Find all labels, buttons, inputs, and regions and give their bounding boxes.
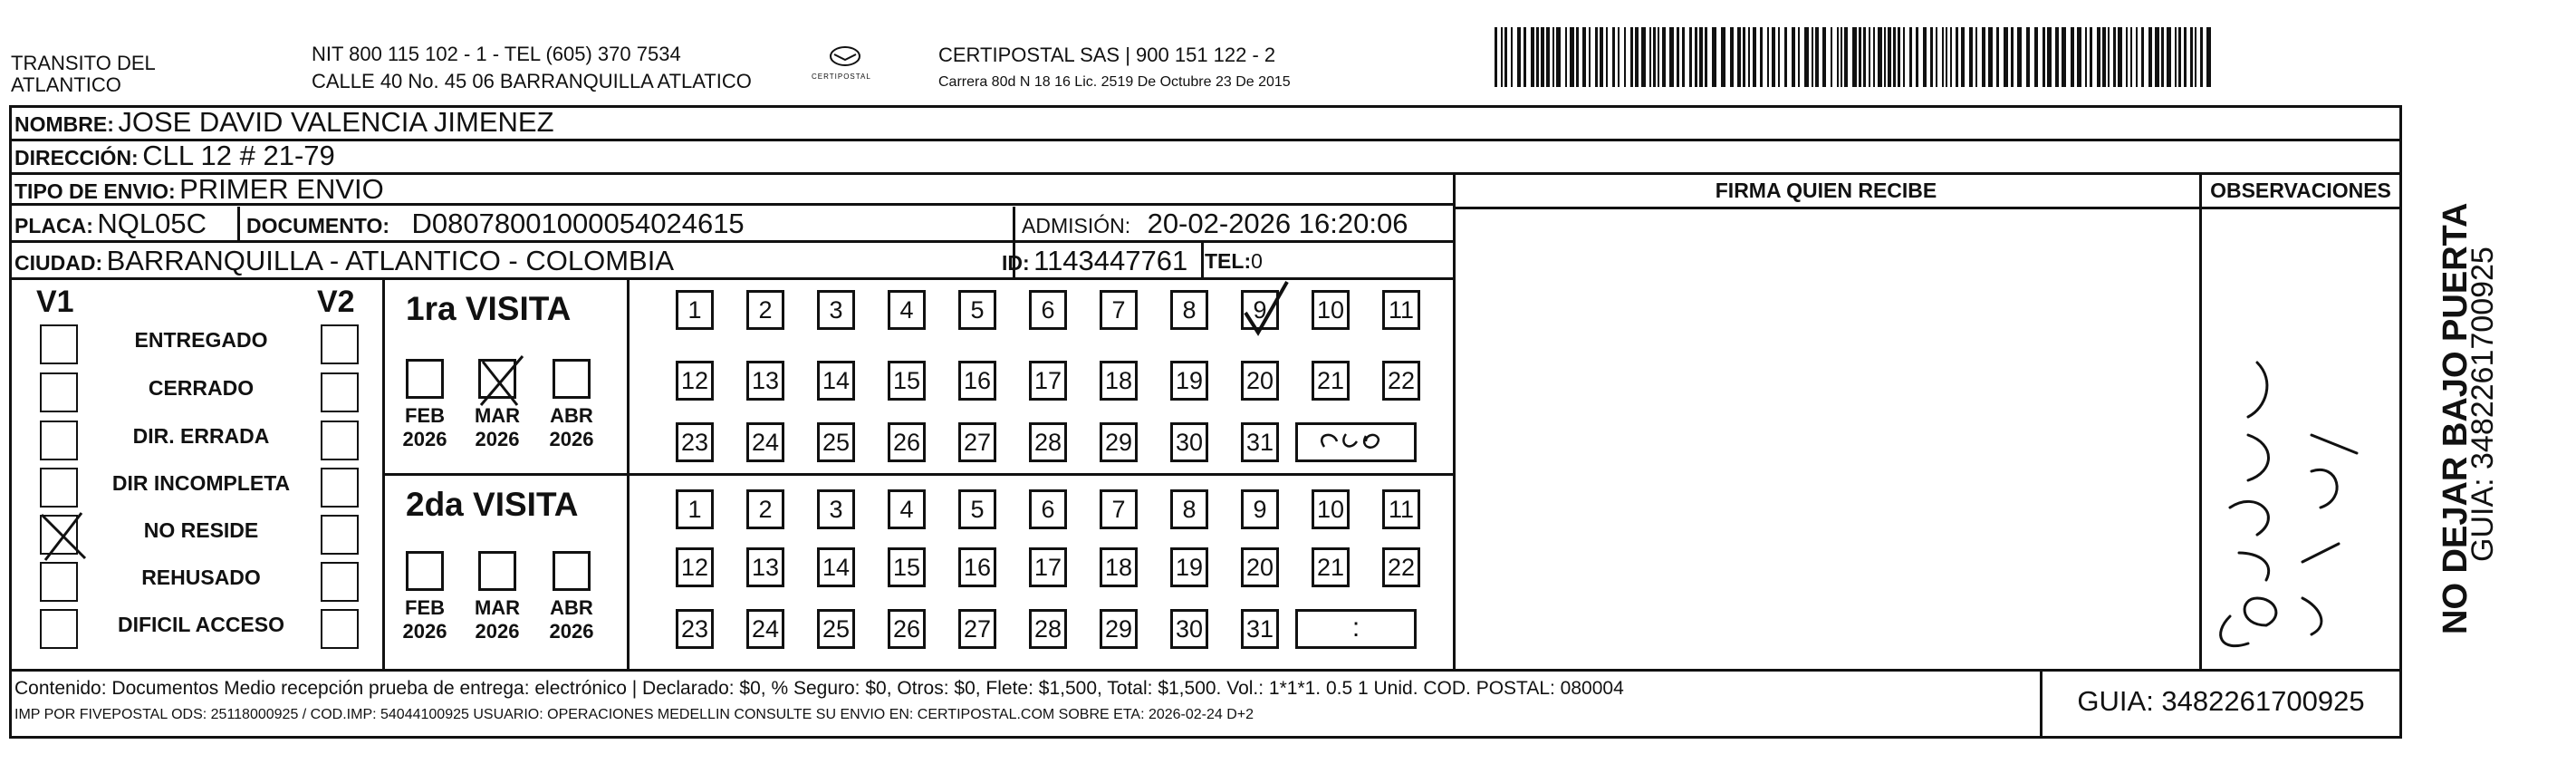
second-visit-label: 2da VISITA [406,486,579,523]
day-box[interactable]: 3 [817,489,855,529]
v1-checkbox[interactable] [40,562,78,602]
barcode-bar [1969,27,1973,87]
barcode-bar [1517,27,1521,87]
documento-value: D08078001000054024615 [411,208,745,239]
placa-field [14,208,207,245]
barcode-bar [1753,27,1756,87]
v2-checkbox[interactable] [321,324,359,364]
barcode-bar [1778,27,1780,87]
barcode-bar [2167,27,2171,87]
barcode-bar [1600,27,1603,87]
barcode-bar [2004,27,2008,87]
day-box[interactable]: 5 [958,290,996,330]
barcode-bar [1662,27,1666,87]
tipo-envio-label: TIPO DE ENVIO: [14,179,176,203]
barcode-bar [1504,27,1507,87]
barcode-bar [2108,27,2110,87]
month-checkbox-abr[interactable] [553,359,591,399]
barcode-bar [2175,27,2177,87]
barcode-bar [2184,27,2187,87]
day-box[interactable]: 20 [1241,547,1279,587]
barcode-bar [1589,27,1591,87]
month-label: ABR 2026 [549,596,594,643]
org-name [11,53,156,96]
org-name-line2: ATLANTICO [11,73,121,96]
day-box[interactable]: 30 [1170,422,1208,462]
barcode-bar [2200,27,2203,87]
barcode-bar [1873,27,1875,87]
placa-label: PLACA: [14,214,93,237]
certipostal-logo [804,42,886,96]
barcode-bar [1975,27,1977,87]
day-box[interactable]: 10 [1312,290,1350,330]
day-box[interactable]: 25 [817,609,855,649]
time-box[interactable]: : [1295,609,1417,649]
first-visit-label: 1ra VISITA [406,290,572,327]
status-option-label: DIFICIL ACCESO [117,613,284,636]
check-mark-icon [1240,276,1294,340]
company-line: CERTIPOSTAL SAS | 900 151 122 - 2 [938,44,1276,66]
admision-field [1022,208,1408,245]
month-label: MAR 2026 [474,596,521,643]
day-box[interactable]: 11 [1382,489,1420,529]
barcode-bar [1523,27,1526,87]
barcode-bar [1852,27,1857,87]
day-box[interactable]: 4 [888,489,926,529]
barcode-bar [1996,27,1999,87]
barcode-bar [1576,27,1579,87]
day-box[interactable]: 14 [817,361,855,401]
barcode-bar [1946,27,1947,87]
barcode-bar [1961,27,1965,87]
day-box[interactable]: 26 [888,422,926,462]
barcode-bar [1784,27,1787,87]
barcode-bar [1942,27,1944,87]
barcode-bar [1804,27,1809,87]
ciudad-field [14,246,674,282]
barcode-bar [1546,27,1550,87]
day-box[interactable]: 8 [1170,489,1208,529]
barcode-bar [1541,27,1544,87]
month-checkbox-abr[interactable] [553,551,591,591]
barcode-bar [2077,27,2081,87]
barcode-bar [2136,27,2138,87]
barcode-bar [1923,27,1927,87]
address-line: CALLE 40 No. 45 06 BARRANQUILLA ATLATICO [312,70,752,92]
no-dejar-bajo-puerta: NO DEJAR BAJO PUERTA [2437,202,2475,634]
day-box[interactable]: 9 [1241,489,1279,529]
barcode-bar [1612,27,1615,87]
barcode-bar [1695,27,1697,87]
barcode-bar [1699,27,1703,87]
day-box[interactable]: 24 [746,609,784,649]
barcode-bar [1878,27,1882,87]
barcode-bar [1863,27,1866,87]
barcode-bar [1982,27,1985,87]
month-label: MAR 2026 [474,404,521,450]
day-box[interactable]: 31 [1241,422,1279,462]
observaciones-header: OBSERVACIONES [2210,179,2391,202]
barcode-bar [2097,27,2100,87]
barcode-bar [2071,27,2074,87]
barcode-bar [1570,27,1574,87]
org-name-line1: TRANSITO DEL [11,52,156,74]
day-box[interactable]: 13 [746,547,784,587]
day-box[interactable]: 29 [1100,609,1138,649]
barcode-bar [1869,27,1870,87]
barcode-bar [1909,27,1912,87]
license-line: Carrera 80d N 18 16 Lic. 2519 De Octubre 23 De 2015 [938,74,1291,90]
day-box[interactable]: 14 [817,547,855,587]
status-option-label: CERRADO [148,376,255,400]
barcode-bar [1531,27,1534,87]
barcode-bar [2034,27,2038,87]
barcode-bar [1748,27,1750,87]
envelope-icon [804,42,886,96]
barcode-bar [1556,27,1561,87]
barcode-bar [1812,27,1813,87]
v2-checkbox[interactable] [321,372,359,412]
status-option-label: DIR. ERRADA [132,424,270,448]
day-box[interactable]: 3 [817,290,855,330]
status-option-label: REHUSADO [141,566,261,589]
barcode-bar [2195,27,2196,87]
company-info [938,44,1291,91]
day-box[interactable]: 26 [888,609,926,649]
day-box[interactable]: 2 [746,290,784,330]
barcode-bar [1798,27,1800,87]
direccion-label: DIRECCIÓN: [14,146,139,169]
day-box[interactable]: 4 [888,290,926,330]
day-box[interactable]: 21 [1312,547,1350,587]
month-label: FEB 2026 [402,404,447,450]
month-checkbox-feb[interactable] [406,359,444,399]
barcode-bar [2130,27,2132,87]
barcode-bar [1705,27,1707,87]
barcode-bar [1760,27,1763,87]
barcode-bar [2085,27,2087,87]
barcode-bar [1658,27,1659,87]
id-field [1002,246,1187,282]
day-box[interactable]: 9 [1241,290,1279,330]
v2-checkbox[interactable] [321,609,359,649]
firma-header: FIRMA QUIEN RECIBE [1715,179,1937,202]
day-box[interactable]: 20 [1241,361,1279,401]
barcode-bar [2055,27,2059,87]
day-box[interactable]: 19 [1170,547,1208,587]
barcode-bar [1582,27,1586,87]
day-box[interactable]: 25 [817,422,855,462]
barcode-bar [1792,27,1795,87]
nombre-field [14,107,554,143]
day-box[interactable]: 1 [676,489,714,529]
day-box[interactable]: 22 [1382,547,1420,587]
day-box[interactable]: 29 [1100,422,1138,462]
barcode-bar [1841,27,1842,87]
day-box[interactable]: 23 [676,422,714,462]
barcode-bar [1677,27,1679,87]
barcode-bar [1630,27,1633,87]
logo-text: CERTIPOSTAL [812,73,871,81]
barcode-bar [1930,27,1933,87]
barcode-bar [1859,27,1861,87]
barcode-bar [2113,27,2116,87]
x-mark-icon [474,349,528,412]
barcode-bar [1721,27,1725,87]
barcode-bar [1712,27,1716,87]
barcode-bar [1669,27,1674,87]
day-box[interactable]: 16 [958,547,996,587]
v1-checkbox[interactable] [40,468,78,508]
imp-line: IMP POR FIVEPOSTAL ODS: 25118000925 / COD.IMP: 54044100925 USUARIO: OPERACIONES MEDELLIN CONSULTE SU ENVIO EN: CERTIPOSTAL.COM SOBRE ETA: 2026-02-24 D+2 [14,707,1254,722]
status-option-label: DIR INCOMPLETA [111,471,291,495]
day-box[interactable]: 28 [1029,609,1067,649]
barcode-bar [1595,27,1598,87]
documento-label: DOCUMENTO: [246,214,390,237]
tel-value: 0 [1251,249,1263,273]
barcode-bar [1737,27,1741,87]
barcode-bar [1950,27,1952,87]
direccion-value: CLL 12 # 21-79 [142,140,335,171]
barcode-bar [1536,27,1539,87]
barcode-bar [1565,27,1567,87]
barcode-bar [2026,27,2030,87]
day-box[interactable]: 17 [1029,361,1067,401]
v1-checkbox[interactable] [40,515,78,555]
day-box[interactable]: 18 [1100,547,1138,587]
day-box[interactable]: 27 [958,422,996,462]
day-box[interactable]: 18 [1100,361,1138,401]
barcode-bar [1903,27,1905,87]
day-box[interactable]: 6 [1029,489,1067,529]
nombre-value: JOSE DAVID VALENCIA JIMENEZ [118,106,554,138]
barcode-bar [2043,27,2045,87]
day-box[interactable]: 11 [1382,290,1420,330]
barcode-bar [1689,27,1692,87]
nit-line: NIT 800 115 102 - 1 - TEL (605) 370 7534 [312,43,681,65]
day-box[interactable]: 10 [1312,489,1350,529]
barcode-bar [2118,27,2122,87]
v2-checkbox[interactable] [321,421,359,460]
barcode-bar [2155,27,2159,87]
id-value: 1143447761 [1033,245,1188,276]
barcode-bar [1837,27,1839,87]
barcode-bar [2148,27,2152,87]
contenido-line: Contenido: Documentos Medio recepción prueba de entrega: electrónico | Declarado: $0, % Seguro: $0, Otros: $0, Flete: $1,500, Total: $1,500. Vol.: 1*1*1. 0.5 1 Unid. COD. POSTAL: 080004 [14,678,1624,699]
status-option-label: ENTREGADO [134,328,268,352]
barcode-bar [1772,27,1775,87]
barcode-bar [2206,27,2211,87]
direccion-field [14,140,335,177]
barcode-bar [1495,27,1497,87]
v1-checkbox[interactable] [40,372,78,412]
v1-checkbox[interactable] [40,421,78,460]
v2-checkbox[interactable] [321,468,359,508]
barcode-bar [1988,27,1993,87]
day-box[interactable]: 6 [1029,290,1067,330]
barcode-bar [1831,27,1832,87]
day-box[interactable]: 24 [746,422,784,462]
day-box[interactable]: 12 [676,361,714,401]
barcode-bar [1635,27,1639,87]
day-box[interactable]: 28 [1029,422,1067,462]
day-box[interactable]: 7 [1100,290,1138,330]
v2-checkbox[interactable] [321,515,359,555]
day-box[interactable]: 22 [1382,361,1420,401]
barcode [1495,0,2219,91]
day-box[interactable]: 15 [888,547,926,587]
barcode-bar [2090,27,2092,87]
ciudad-value: BARRANQUILLA - ATLANTICO - COLOMBIA [106,245,675,276]
v1-checkbox[interactable] [40,324,78,364]
barcode-bar [1956,27,1958,87]
tel-field [1205,246,1263,280]
barcode-bar [1653,27,1656,87]
barcode-bar [1618,27,1620,87]
v2-label: V2 [317,285,355,319]
placa-value: NQL05C [97,208,207,239]
nombre-label: NOMBRE: [14,112,114,136]
day-box[interactable]: 16 [958,361,996,401]
month-checkbox-mar[interactable] [478,551,516,591]
barcode-bar [1767,27,1769,87]
ciudad-label: CIUDAD: [14,251,103,275]
barcode-bar [2126,27,2128,87]
day-box[interactable]: 13 [746,361,784,401]
barcode-bar [1898,27,1900,87]
day-box[interactable]: 17 [1029,547,1067,587]
day-box[interactable]: 31 [1241,609,1279,649]
barcode-bar [1641,27,1646,87]
handwritten-observation [2203,326,2393,662]
admision-value: 20-02-2026 16:20:06 [1147,208,1408,239]
barcode-bar [1501,27,1503,87]
barcode-bar [2141,27,2144,87]
barcode-bar [1682,27,1685,87]
time-box[interactable] [1295,422,1417,462]
barcode-bar [1511,27,1513,87]
barcode-bar [2161,27,2164,87]
day-box[interactable]: 7 [1100,489,1138,529]
barcode-bar [2062,27,2066,87]
barcode-bar [1730,27,1734,87]
barcode-bar [1916,27,1918,87]
month-checkbox-feb[interactable] [406,551,444,591]
sender-info [312,44,752,92]
v1-checkbox[interactable] [40,609,78,649]
barcode-bar [2102,27,2106,87]
tipo-envio-field [14,174,384,210]
day-box[interactable]: 30 [1170,609,1208,649]
tipo-envio-value: PRIMER ENVIO [179,173,384,205]
side-guia: GUIA: 3482261700925 [2465,247,2500,562]
id-label: ID: [1002,251,1030,275]
barcode-bar [1844,27,1848,87]
x-mark-icon [36,509,91,564]
day-box[interactable]: 23 [676,609,714,649]
day-box[interactable]: 27 [958,609,996,649]
barcode-bar [1815,27,1819,87]
tel-label: TEL: [1205,249,1252,273]
barcode-bar [1624,27,1626,87]
status-option-label: NO RESIDE [143,518,259,542]
day-box[interactable]: 12 [676,547,714,587]
day-box[interactable]: 15 [888,361,926,401]
footer-guia: GUIA: 3482261700925 [2077,685,2365,717]
admision-label: ADMISIÓN: [1022,214,1131,237]
barcode-bar [1552,27,1554,87]
barcode-bar [2017,27,2022,87]
day-box[interactable]: 2 [746,489,784,529]
handwritten-time [1306,425,1406,458]
barcode-bar [2190,27,2193,87]
day-box[interactable]: 21 [1312,361,1350,401]
month-checkbox-mar[interactable] [478,359,516,399]
barcode-bar [2047,27,2052,87]
barcode-bar [2178,27,2181,87]
barcode-bar [1606,27,1608,87]
barcode-bar [2011,27,2014,87]
day-box[interactable]: 5 [958,489,996,529]
barcode-bar [1888,27,1891,87]
day-box[interactable]: 1 [676,290,714,330]
day-box[interactable]: 19 [1170,361,1208,401]
barcode-bar [1893,27,1896,87]
month-label: ABR 2026 [549,404,594,450]
barcode-bar [1936,27,1937,87]
barcode-bar [1884,27,1886,87]
barcode-bar [1743,27,1745,87]
documento-field [246,208,745,245]
v2-checkbox[interactable] [321,562,359,602]
barcode-bar [1649,27,1651,87]
month-label: FEB 2026 [402,596,447,643]
barcode-bar [1822,27,1826,87]
v1-label: V1 [36,285,74,319]
day-box[interactable]: 8 [1170,290,1208,330]
